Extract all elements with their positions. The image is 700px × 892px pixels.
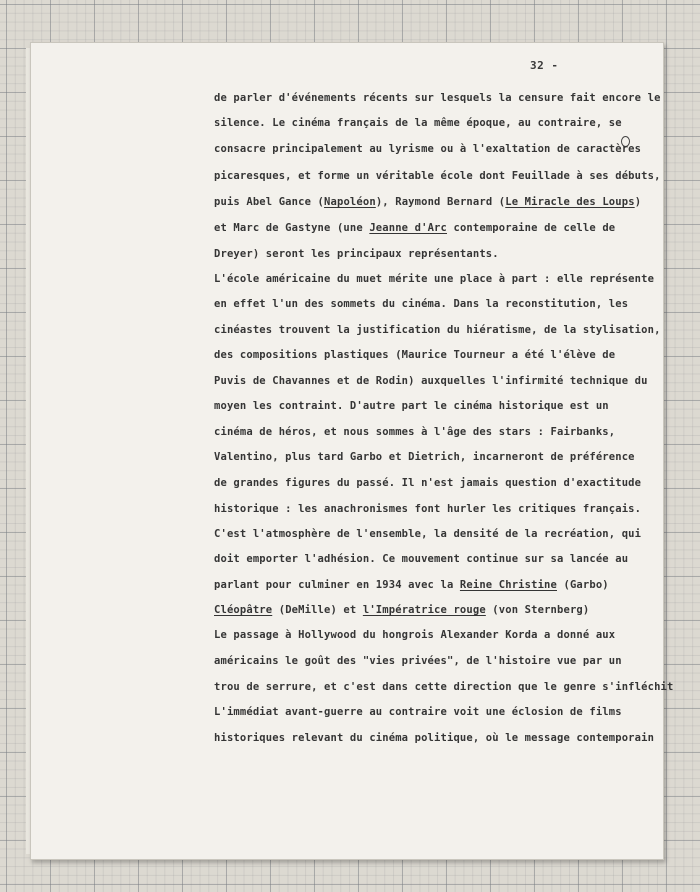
text-line (214, 273, 654, 285)
text-segment: (DeMille) et (272, 604, 363, 616)
text-line (214, 196, 641, 208)
text-line (214, 732, 654, 744)
text-line (214, 629, 615, 641)
text-segment: trou de serrure, et c'est dans cette direction que le genre s'infléchit (214, 681, 674, 693)
text-line (214, 604, 589, 616)
text-segment: (von Sternberg) (485, 604, 590, 616)
text-line (214, 528, 641, 540)
text-line (214, 503, 641, 515)
text-line (214, 375, 648, 387)
text-segment: L'immédiat avant-guerre au contraire voit une éclosion de films (214, 706, 622, 718)
text-segment: ) (634, 196, 642, 208)
text-line (214, 170, 661, 182)
text-line (214, 117, 622, 129)
text-line (214, 706, 622, 718)
text-line (214, 143, 641, 155)
text-line (214, 579, 609, 591)
text-line (214, 248, 499, 260)
text-segment: ), Raymond Bernard ( (375, 196, 506, 208)
text-line (214, 681, 673, 693)
text-line (214, 477, 641, 489)
underlined-title: Napoléon (324, 196, 376, 208)
text-segment: doit emporter l'adhésion. Ce mouvement continue sur sa lancée au (214, 553, 629, 565)
text-segment: cinéma de héros, et nous sommes à l'âge des stars : Fairbanks, (214, 426, 616, 438)
text-line (214, 298, 628, 310)
text-segment: picaresques, et forme un véritable école dont Feuillade à ses débuts, (214, 170, 661, 182)
text-line (214, 349, 615, 361)
text-segment: parlant pour culminer en 1934 avec la (214, 579, 460, 591)
text-segment: Dreyer) seront les principaux représentants. (214, 248, 499, 260)
underlined-title: Jeanne d'Arc (369, 222, 447, 234)
text-line (214, 655, 622, 667)
text-segment: américains le goût des "vies privées", de l'histoire vue par un (214, 655, 622, 667)
text-segment: de parler d'événements récents sur lesquels la censure fait encore le (214, 92, 661, 104)
text-segment: et Marc de Gastyne (une (214, 222, 370, 234)
text-segment: silence. Le cinéma français de la même époque, au contraire, se (214, 117, 622, 129)
text-segment: moyen les contraint. D'autre part le cinéma historique est un (214, 400, 609, 412)
text-segment: Valentino, plus tard Garbo et Dietrich, incarneront de préférence (214, 451, 635, 463)
text-segment: historique : les anachronismes font hurler les critiques français. (214, 503, 642, 515)
underlined-title: Reine Christine (459, 579, 557, 591)
text-line (214, 400, 609, 412)
text-segment: cinéastes trouvent la justification du hiératisme, de la stylisation, (214, 324, 661, 336)
underlined-title: l'Impératrice rouge (362, 604, 486, 616)
text-line (214, 451, 635, 463)
text-line (214, 222, 615, 234)
text-segment: de grandes figures du passé. Il n'est jamais question d'exactitude (214, 477, 642, 489)
text-segment: C'est l'atmosphère de l'ensemble, la densité de la recréation, qui (214, 528, 642, 540)
text-segment: historiques relevant du cinéma politique, où le message contemporain (214, 732, 655, 744)
text-line (214, 553, 628, 565)
text-segment: Puvis de Chavannes et de Rodin) auxquelles l'infirmité technique du (214, 375, 648, 387)
text-line (214, 426, 615, 438)
text-line (214, 324, 661, 336)
underlined-title: Cléopâtre (214, 604, 273, 616)
text-segment: des compositions plastiques (Maurice Tourneur a été l'élève de (214, 349, 616, 361)
text-line (214, 92, 661, 104)
text-segment: puis Abel Gance ( (214, 196, 325, 208)
text-segment: consacre principalement au lyrisme ou à l'exaltation de caractères (214, 143, 642, 155)
text-segment: (Garbo) (557, 579, 609, 591)
text-segment: L'école américaine du muet mérite une place à part : elle représente (214, 273, 655, 285)
text-segment: contemporaine de celle de (447, 222, 616, 234)
underlined-title: Le Miracle des Loups (505, 196, 635, 208)
page-number: 32 - (530, 59, 559, 72)
text-segment: Le passage à Hollywood du hongrois Alexander Korda a donné aux (214, 629, 616, 641)
text-segment: en effet l'un des sommets du cinéma. Dans la reconstitution, les (214, 298, 629, 310)
